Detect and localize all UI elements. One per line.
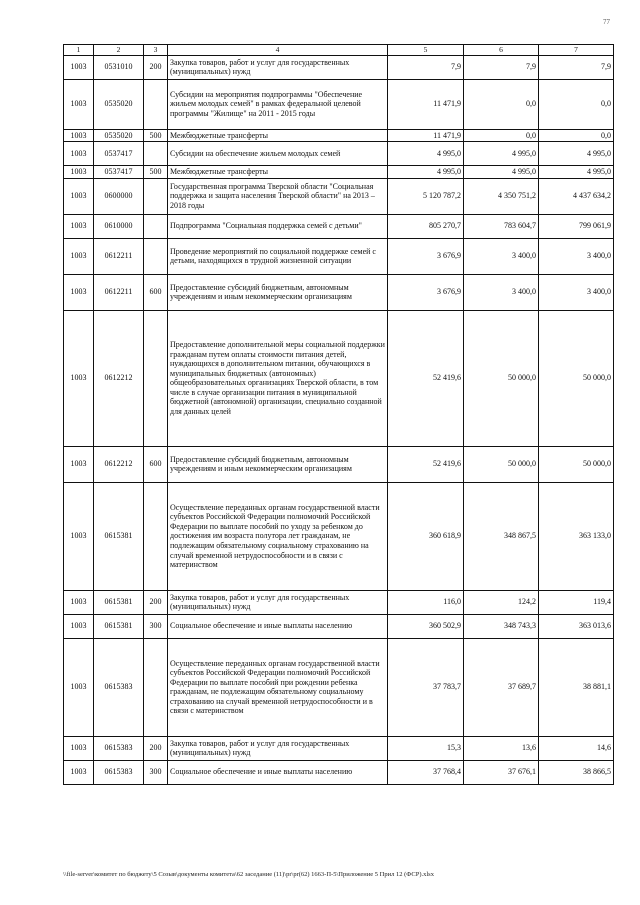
target-code-cell: 0615383	[94, 760, 144, 784]
description-cell: Закупка товаров, работ и услуг для государственных (муниципальных) нужд	[168, 55, 388, 79]
section-code-cell: 1003	[64, 55, 94, 79]
section-code-cell: 1003	[64, 129, 94, 142]
description-cell: Субсидии на обеспечение жильем молодых семей	[168, 142, 388, 166]
expense-type-cell	[144, 79, 168, 129]
amount-col7-cell: 4 437 634,2	[539, 178, 614, 214]
table-row	[64, 142, 614, 166]
section-code-cell: 1003	[64, 638, 94, 736]
description-cell: Предоставление дополнительной меры социальной поддержки гражданам путем оплаты стоимости питания детей, нуждающихся в дополнительном питании, обучающихся в муниципальных бюджетных (автономных) общеобразовательных организациях Тверской области, в том числе в случае организации питания в муниципальной бюджетной (автономной) организации, специально созданной для данных целей	[168, 310, 388, 446]
section-code-cell: 1003	[64, 482, 94, 590]
amount-col7-cell: 50 000,0	[539, 446, 614, 482]
amount-col5-cell: 11 471,9	[388, 129, 464, 142]
amount-col6-cell: 37 676,1	[464, 760, 539, 784]
amount-col6-cell: 50 000,0	[464, 446, 539, 482]
amount-col6-cell: 7,9	[464, 55, 539, 79]
amount-col7-cell: 38 881,1	[539, 638, 614, 736]
table-row	[64, 590, 614, 614]
description-cell: Межбюджетные трансферты	[168, 129, 388, 142]
expense-type-cell	[144, 178, 168, 214]
amount-col6-cell: 783 604,7	[464, 214, 539, 238]
amount-col6-cell: 4 995,0	[464, 166, 539, 179]
column-number-row	[64, 45, 614, 56]
amount-col6-cell: 50 000,0	[464, 310, 539, 446]
expense-type-cell	[144, 638, 168, 736]
target-code-cell: 0612212	[94, 310, 144, 446]
amount-col6-cell: 4 350 751,2	[464, 178, 539, 214]
amount-col5-cell: 37 768,4	[388, 760, 464, 784]
expense-type-cell	[144, 310, 168, 446]
expense-type-cell: 200	[144, 590, 168, 614]
amount-col5-cell: 5 120 787,2	[388, 178, 464, 214]
section-code-cell: 1003	[64, 446, 94, 482]
table-row	[64, 614, 614, 638]
amount-col7-cell: 363 133,0	[539, 482, 614, 590]
amount-col6-cell: 3 400,0	[464, 238, 539, 274]
description-cell: Социальное обеспечение и иные выплаты населению	[168, 614, 388, 638]
section-code-cell: 1003	[64, 736, 94, 760]
amount-col5-cell: 4 995,0	[388, 166, 464, 179]
section-code-cell: 1003	[64, 310, 94, 446]
amount-col7-cell: 4 995,0	[539, 166, 614, 179]
table-row	[64, 214, 614, 238]
amount-col5-cell: 52 419,6	[388, 446, 464, 482]
amount-col5-cell: 37 783,7	[388, 638, 464, 736]
section-code-cell: 1003	[64, 166, 94, 179]
budget-table	[63, 44, 614, 785]
expense-type-cell: 500	[144, 166, 168, 179]
description-cell: Субсидии на мероприятия подпрограммы "Обеспечение жильем молодых семей" в рамках федеральной целевой программы "Жилище" на 2011 - 2015 годы	[168, 79, 388, 129]
amount-col7-cell: 799 061,9	[539, 214, 614, 238]
expense-type-cell: 600	[144, 274, 168, 310]
expense-type-cell	[144, 214, 168, 238]
target-code-cell: 0615381	[94, 590, 144, 614]
section-code-cell: 1003	[64, 590, 94, 614]
target-code-cell: 0612212	[94, 446, 144, 482]
description-cell: Подпрограмма "Социальная поддержка семей с детьми"	[168, 214, 388, 238]
expense-type-cell: 600	[144, 446, 168, 482]
amount-col7-cell: 0,0	[539, 129, 614, 142]
column-header: 3	[144, 45, 168, 56]
amount-col5-cell: 3 676,9	[388, 274, 464, 310]
description-cell: Осуществление переданных органам государственной власти субъектов Российской Федерации полномочий Российской Федерации по выплате пособий по уходу за ребенком до достижения им возраста полутора лет гражданам, не подлежащим обязательному социальному страхованию на случай временной нетрудоспособности и в связи с материнством	[168, 482, 388, 590]
table-row	[64, 274, 614, 310]
target-code-cell: 0615381	[94, 614, 144, 638]
description-cell: Предоставление субсидий бюджетным, автономным учреждениям и иным некоммерческим организациям	[168, 274, 388, 310]
amount-col6-cell: 37 689,7	[464, 638, 539, 736]
amount-col6-cell: 348 743,3	[464, 614, 539, 638]
description-cell: Закупка товаров, работ и услуг для государственных (муниципальных) нужд	[168, 736, 388, 760]
table-row	[64, 638, 614, 736]
amount-col6-cell: 3 400,0	[464, 274, 539, 310]
file-path-footer: \\file-server\комитет по бюджету\5 Созыв\документы комитета\62 заседание (11)\pr\pr(62) 1663-П-5\Приложение 5 Прил 12 (ФСР).xlsx	[63, 871, 434, 878]
expense-type-cell	[144, 238, 168, 274]
target-code-cell: 0600000	[94, 178, 144, 214]
amount-col7-cell: 7,9	[539, 55, 614, 79]
description-cell: Государственная программа Тверской области "Социальная поддержка и защита населения Тверской области" на 2013 – 2018 годы	[168, 178, 388, 214]
section-code-cell: 1003	[64, 79, 94, 129]
amount-col5-cell: 3 676,9	[388, 238, 464, 274]
amount-col7-cell: 0,0	[539, 79, 614, 129]
amount-col5-cell: 116,0	[388, 590, 464, 614]
target-code-cell: 0615383	[94, 736, 144, 760]
amount-col7-cell: 38 866,5	[539, 760, 614, 784]
table-row	[64, 446, 614, 482]
table-row	[64, 760, 614, 784]
amount-col6-cell: 348 867,5	[464, 482, 539, 590]
table-row	[64, 736, 614, 760]
amount-col6-cell: 0,0	[464, 79, 539, 129]
target-code-cell: 0535020	[94, 129, 144, 142]
description-cell: Осуществление переданных органам государственной власти субъектов Российской Федерации полномочий Российской Федерации по выплате пособий при рождении ребенка гражданам, не подлежащим обязательному социальному страхованию на случай временной нетрудоспособности и в связи с материнством	[168, 638, 388, 736]
description-cell: Закупка товаров, работ и услуг для государственных (муниципальных) нужд	[168, 590, 388, 614]
table-row	[64, 178, 614, 214]
section-code-cell: 1003	[64, 178, 94, 214]
expense-type-cell: 300	[144, 614, 168, 638]
table-row	[64, 79, 614, 129]
amount-col6-cell: 124,2	[464, 590, 539, 614]
target-code-cell: 0612211	[94, 274, 144, 310]
page-number: 77	[603, 18, 610, 26]
amount-col5-cell: 360 618,9	[388, 482, 464, 590]
expense-type-cell: 200	[144, 55, 168, 79]
table-row	[64, 166, 614, 179]
amount-col5-cell: 805 270,7	[388, 214, 464, 238]
section-code-cell: 1003	[64, 614, 94, 638]
section-code-cell: 1003	[64, 238, 94, 274]
target-code-cell: 0537417	[94, 142, 144, 166]
target-code-cell: 0537417	[94, 166, 144, 179]
amount-col7-cell: 3 400,0	[539, 274, 614, 310]
column-header: 5	[388, 45, 464, 56]
table-row	[64, 55, 614, 79]
amount-col7-cell: 4 995,0	[539, 142, 614, 166]
description-cell: Предоставление субсидий бюджетным, автономным учреждениям и иным некоммерческим организациям	[168, 446, 388, 482]
table-row	[64, 238, 614, 274]
column-header: 2	[94, 45, 144, 56]
amount-col7-cell: 3 400,0	[539, 238, 614, 274]
section-code-cell: 1003	[64, 142, 94, 166]
amount-col5-cell: 11 471,9	[388, 79, 464, 129]
expense-type-cell	[144, 142, 168, 166]
amount-col7-cell: 50 000,0	[539, 310, 614, 446]
expense-type-cell: 200	[144, 736, 168, 760]
amount-col6-cell: 13,6	[464, 736, 539, 760]
amount-col7-cell: 363 013,6	[539, 614, 614, 638]
expense-type-cell: 300	[144, 760, 168, 784]
amount-col5-cell: 360 502,9	[388, 614, 464, 638]
target-code-cell: 0535020	[94, 79, 144, 129]
amount-col5-cell: 15,3	[388, 736, 464, 760]
column-header: 6	[464, 45, 539, 56]
table-row	[64, 129, 614, 142]
description-cell: Проведение мероприятий по социальной поддержке семей с детьми, находящихся в трудной жизненной ситуации	[168, 238, 388, 274]
amount-col5-cell: 7,9	[388, 55, 464, 79]
section-code-cell: 1003	[64, 214, 94, 238]
expense-type-cell	[144, 482, 168, 590]
amount-col5-cell: 4 995,0	[388, 142, 464, 166]
amount-col6-cell: 4 995,0	[464, 142, 539, 166]
description-cell: Межбюджетные трансферты	[168, 166, 388, 179]
target-code-cell: 0612211	[94, 238, 144, 274]
section-code-cell: 1003	[64, 760, 94, 784]
amount-col7-cell: 14,6	[539, 736, 614, 760]
table-row	[64, 310, 614, 446]
target-code-cell: 0531010	[94, 55, 144, 79]
description-cell: Социальное обеспечение и иные выплаты населению	[168, 760, 388, 784]
expense-type-cell: 500	[144, 129, 168, 142]
amount-col7-cell: 119,4	[539, 590, 614, 614]
section-code-cell: 1003	[64, 274, 94, 310]
column-header: 7	[539, 45, 614, 56]
column-header: 1	[64, 45, 94, 56]
column-header: 4	[168, 45, 388, 56]
table-row	[64, 482, 614, 590]
amount-col5-cell: 52 419,6	[388, 310, 464, 446]
amount-col6-cell: 0,0	[464, 129, 539, 142]
target-code-cell: 0615383	[94, 638, 144, 736]
target-code-cell: 0610000	[94, 214, 144, 238]
target-code-cell: 0615381	[94, 482, 144, 590]
